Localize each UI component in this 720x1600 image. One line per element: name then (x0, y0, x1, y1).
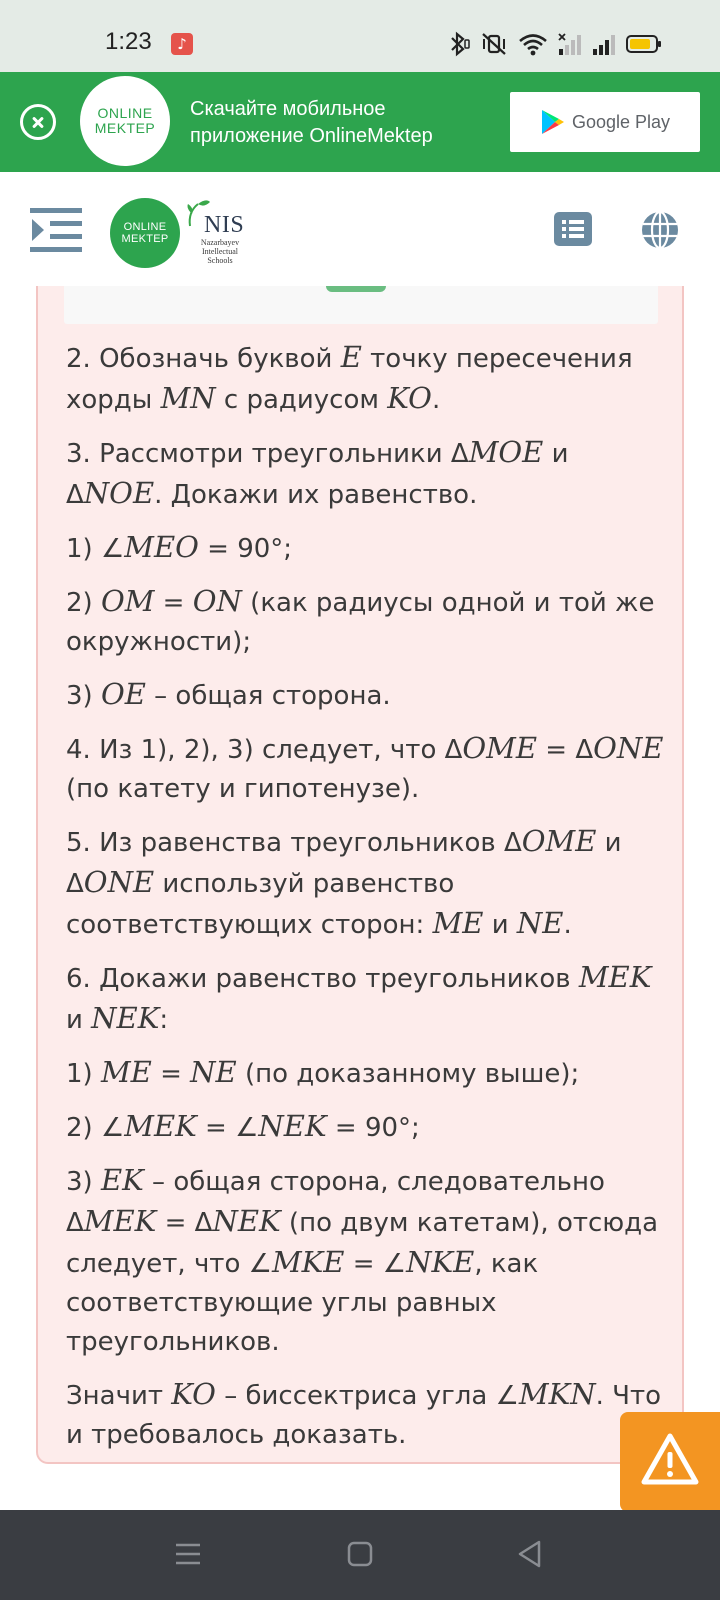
step-text: = ∠ (196, 1113, 259, 1143)
step-text: и Δ (66, 439, 569, 510)
step-text: : (159, 1005, 169, 1035)
menu-icon[interactable] (30, 206, 82, 254)
math-expression: KO (387, 381, 432, 415)
step-text: 2) ∠ (66, 1113, 125, 1143)
site-header (0, 172, 720, 292)
math-expression: NE (190, 1055, 237, 1089)
math-expression: ME (100, 1055, 152, 1089)
math-expression: MEK (124, 1109, 197, 1143)
math-expression: NEK (258, 1109, 327, 1143)
google-play-icon (540, 108, 566, 136)
step-text: . (563, 910, 572, 940)
math-expression: NEK (91, 1001, 160, 1035)
list-icon[interactable] (554, 212, 592, 246)
back-icon[interactable] (512, 1536, 548, 1572)
solution-step (66, 1375, 666, 1455)
step-text: = Δ (156, 1208, 213, 1238)
solution-card (36, 286, 684, 1464)
step-text: = Δ (537, 735, 594, 765)
step-text: . Что и требовалось доказать. (66, 1381, 662, 1450)
status-icons (446, 30, 662, 58)
step-text: – общая сторона. (145, 681, 391, 711)
step-text: 3) (66, 681, 101, 711)
step-text: точку пересечения хорды (66, 344, 633, 415)
step-text: (как радиусы одной и той же окружности); (66, 588, 655, 657)
home-icon[interactable] (342, 1536, 378, 1572)
banner-text: Скачайте мобильное приложение OnlineMektep (190, 98, 433, 147)
solution-step (66, 958, 666, 1040)
math-expression: E (340, 340, 362, 374)
list-glyph (554, 212, 592, 246)
step-text: = (154, 588, 193, 618)
math-expression: OME (462, 731, 538, 765)
math-expression: MKE (271, 1245, 345, 1279)
music-note-icon: ♪ (171, 33, 193, 55)
math-expression: MOE (468, 435, 544, 469)
solution-step (66, 729, 666, 809)
step-text: (по катету и гипотенузе). (66, 774, 420, 804)
solution-steps (66, 338, 666, 1468)
step-text: Значит (66, 1381, 172, 1411)
step-text: = 90°; (198, 534, 293, 564)
globe-icon[interactable] (640, 210, 680, 250)
solution-step (66, 1053, 666, 1094)
signal-icon (558, 31, 582, 57)
step-text: (по двум катетам), отсюда следует, что ∠ (66, 1208, 659, 1279)
step-text: = (151, 1059, 191, 1089)
step-text: 2) (66, 588, 101, 618)
solution-step (66, 338, 666, 420)
math-expression: ME (432, 906, 484, 940)
logo-line1: ONLINE (97, 105, 153, 121)
step-text: 1) (66, 1059, 101, 1089)
step-text: используй равенство соответствующих сторон: (66, 869, 455, 940)
nis-title: NIS (204, 212, 245, 238)
step-text: , как соответствующие углы равных треугольников. (66, 1249, 539, 1357)
step-text: – биссектриса угла ∠ (215, 1381, 519, 1411)
step-text: 5. Из равенства треугольников Δ (66, 828, 522, 858)
math-expression: KO (171, 1377, 216, 1411)
step-text: 3. Рассмотри треугольники Δ (66, 439, 469, 469)
math-expression: MEK (578, 960, 652, 994)
step-text: 2. Обозначь буквой (66, 344, 341, 374)
math-expression: ON (192, 584, 242, 618)
solution-step (66, 1107, 666, 1148)
math-expression: MEK (83, 1204, 157, 1238)
google-play-button[interactable] (510, 92, 700, 152)
onlinemektep-logo[interactable] (110, 198, 180, 268)
step-text: 3) (66, 1167, 101, 1197)
math-expression: OM (100, 584, 155, 618)
math-expression: NKE (406, 1245, 475, 1279)
math-expression: OME (521, 824, 597, 858)
solution-step (66, 433, 666, 515)
figure-image (64, 286, 658, 324)
battery-icon (626, 33, 662, 55)
recent-apps-icon[interactable] (170, 1536, 206, 1572)
step-text: . (431, 385, 441, 415)
step-text: . Докажи их равенство. (154, 480, 478, 510)
app-download-banner (0, 72, 720, 172)
signal-icon (592, 31, 616, 57)
step-text: 1) ∠ (66, 534, 125, 564)
logo-line2: MEKTEP (94, 120, 156, 136)
math-expression: MKN (518, 1377, 596, 1411)
math-expression: ONE (83, 865, 155, 899)
math-expression: NE (516, 906, 564, 940)
step-text: с радиусом (215, 385, 388, 415)
system-nav-bar (0, 1510, 720, 1600)
solution-step (66, 675, 666, 716)
vibrate-icon (480, 31, 508, 57)
warning-icon (620, 1412, 720, 1512)
report-error-button[interactable] (620, 1412, 720, 1512)
google-play-label: Google Play (571, 111, 671, 132)
status-time: 1:23 (105, 28, 152, 55)
solution-step (66, 528, 666, 569)
step-text: 4. Из 1), 2), 3) следует, что Δ (66, 735, 463, 765)
math-expression: NEK (212, 1204, 281, 1238)
step-text: и (66, 1005, 92, 1035)
math-expression: OE (100, 677, 146, 711)
logo-line2: MEKTEP (121, 233, 169, 245)
step-text: = 90°; (326, 1113, 420, 1143)
math-expression: MN (160, 381, 216, 415)
status-bar (0, 0, 720, 72)
step-text: (по доказанному выше); (236, 1059, 580, 1089)
step-text: и Δ (66, 828, 622, 899)
nis-logo (184, 198, 246, 268)
logo-line1: ONLINE (123, 221, 167, 233)
math-expression: MEO (124, 530, 199, 564)
step-text: и (483, 910, 517, 940)
math-expression: ONE (593, 731, 664, 765)
solution-step (66, 582, 666, 662)
step-text: 6. Докажи равенство треугольников (66, 964, 579, 994)
math-expression: EK (100, 1163, 144, 1197)
onlinemektep-logo (80, 76, 170, 166)
solution-step (66, 1161, 666, 1362)
math-expression: NOE (83, 476, 155, 510)
step-text: = ∠ (344, 1249, 407, 1279)
solution-step (66, 822, 666, 945)
nis-subtitle: Nazarbayev Intellectual Schools (200, 238, 240, 265)
close-icon[interactable] (20, 104, 56, 140)
wifi-icon (518, 31, 548, 57)
step-text: – общая сторона, следовательно Δ (66, 1167, 605, 1238)
bluetooth-icon (446, 31, 470, 57)
